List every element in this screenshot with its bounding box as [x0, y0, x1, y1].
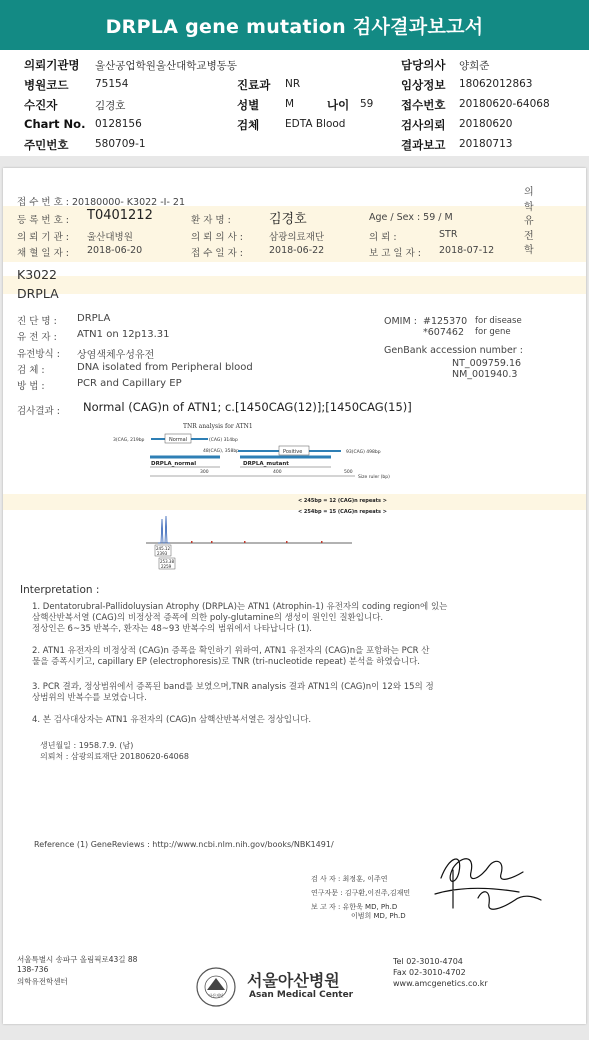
- interp-4: 4. 본 검사대상자는 ATN1 유전자의 (CAG)n 삼핵산반복서열은 정상입니다.: [32, 715, 312, 725]
- requester-value: 삼광의료재단: [269, 232, 325, 243]
- dob-line: 생년월일 : 1958.7.9. (남): [40, 741, 134, 750]
- specimen-label: 검체: [237, 118, 260, 132]
- report-value: 20180713: [459, 138, 513, 150]
- omim-label: OMIM :: [384, 316, 417, 327]
- chart-label: Chart No.: [24, 117, 86, 131]
- accept-label: 접 수 일 자 :: [191, 248, 243, 259]
- footer-zip: 138-736: [17, 965, 49, 974]
- reg-label: 등 록 번 호 :: [17, 215, 69, 226]
- hospital-code-label: 병원코드: [24, 78, 69, 92]
- inherit-value: 상염색체우성유전: [77, 350, 155, 361]
- gene-label: 유 전 자 :: [17, 332, 57, 343]
- rrn-value: 580709-1: [95, 138, 146, 150]
- req-field-value: STR: [439, 229, 458, 240]
- genbank-2: NM_001940.3: [452, 369, 518, 380]
- signature-strokes: [435, 859, 541, 910]
- tick-400: 400: [273, 470, 282, 475]
- age-sex: Age / Sex : 59 / M: [369, 212, 453, 223]
- repeat-1: < 245bp = 12 (CAG)n repeats >: [298, 498, 387, 504]
- drpla-normal-label: DRPLA_normal: [151, 461, 197, 467]
- sex-value: M: [285, 98, 295, 110]
- receipt-value: 20180620-64068: [459, 98, 550, 110]
- req-field-label: 의 뢰 :: [369, 232, 397, 243]
- report-title-banner: [0, 0, 589, 50]
- request-info-header: [0, 50, 589, 156]
- report-title: DRPLA gene mutation 검사결과보고서: [105, 15, 484, 38]
- size-ruler-label: Size ruler (bp): [358, 475, 390, 480]
- interp-3b: 상범위의 반복수를 보였습니다.: [32, 693, 147, 703]
- interp-1b: 삼핵산반복서열 (CAG)의 비정상적 증폭에 의한 poly-glutamine의 생성이 원인인 질환입니다.: [32, 613, 384, 623]
- chart-value: 0128156: [95, 118, 142, 130]
- accept-date: 2018-06-22: [269, 245, 325, 256]
- omim-1-note: for disease: [475, 316, 522, 326]
- doctor-label: 담당의사: [401, 58, 446, 72]
- specimen-value: EDTA Blood: [285, 118, 346, 130]
- footer-center: 의학유전학센터: [17, 977, 68, 986]
- interp-1a: 1. Dentatorubral-Pallidoluysian Atrophy (DRPLA)는 ATN1 (Atrophin-1) 유전자의 coding region에 있는: [32, 602, 448, 612]
- org-value: 울산대병원: [87, 232, 133, 243]
- result-value: Normal (CAG)n of ATN1; c.[1450CAG(12)];[1450CAG(15)]: [83, 400, 412, 414]
- tick-300: 300: [200, 470, 209, 475]
- seal-inner-text: 아산재단: [208, 993, 224, 998]
- scanned-report-page: [3, 168, 586, 1024]
- dept-side-label: 의 학 유 전 학: [524, 187, 534, 256]
- footer-web: www.amcgenetics.co.kr: [393, 979, 488, 988]
- report-label: 결과보고: [401, 138, 446, 152]
- researcher-line: 연구자문 : 김구환,이진주,김재민: [311, 889, 411, 897]
- omim-1: #125370: [423, 316, 468, 327]
- request-label: 검사의뢰: [401, 118, 446, 132]
- interpretation-title: Interpretation :: [20, 584, 100, 596]
- report-date-label: 보 고 일 자 :: [369, 248, 421, 259]
- age-label: 나이: [327, 98, 350, 112]
- report-date: 2018-07-12: [439, 245, 495, 256]
- peak-2-size: 253.38: [160, 559, 174, 564]
- interp-2a: 2. ATN1 유전자의 비정상적 (CAG)n 증폭을 확인하기 위하여, ATN1 유전자의 (CAG)n을 포함하는 PCR 산: [32, 646, 430, 656]
- tester-line: 검 사 자 : 최정훈, 이주연: [311, 875, 388, 883]
- tnr-label-3: (CAG) 314bp: [209, 438, 238, 443]
- highlight-band-code: [3, 276, 586, 294]
- reference-line: Reference (1) GeneReviews : http://www.ncbi.nlm.nih.gov/books/NBK1491/: [34, 840, 334, 849]
- hospital-name-kr: 서울아산병원: [247, 971, 340, 990]
- electropherogram-trace: [146, 513, 356, 578]
- footer-fax: Fax 02-3010-4702: [393, 968, 466, 977]
- footer-tel: Tel 02-3010-4704: [393, 957, 463, 966]
- reporter-line: 보 고 자 : 유한욱 MD, Ph.D: [311, 903, 398, 911]
- requester-label: 의 뢰 의 사 :: [191, 232, 243, 243]
- tick-500: 500: [344, 470, 353, 475]
- collect-date: 2018-06-20: [87, 245, 143, 256]
- requester-line: 의뢰처 : 삼광의료재단 20180620-64068: [40, 752, 189, 761]
- receipt-label: 접수번호: [401, 98, 446, 112]
- receipt-line: 접 수 번 호 : 20180000- K3022 -I- 21: [17, 197, 186, 208]
- interp-2b: 물을 증폭시키고, capillary EP (electrophoresis)로 TNR (tri-nucleotide repeat) 분석을 하였습니다.: [32, 657, 421, 667]
- tnr-label-2: 48(CAG), 358bp: [203, 449, 240, 454]
- institution-value: 울산공업학원울산대학교병동동: [95, 60, 238, 72]
- hospital-name-en: Asan Medical Center: [249, 990, 354, 1000]
- gene-value: ATN1 on 12p13.31: [77, 329, 170, 340]
- peak-1-size: 245.12: [156, 546, 170, 551]
- request-value: 20180620: [459, 118, 513, 130]
- test-name: DRPLA: [17, 286, 59, 301]
- genbank-1: NT_009759.16: [452, 358, 522, 369]
- repeat-2: < 254bp = 15 (CAG)n repeats >: [298, 509, 387, 515]
- footer-address: 서울특별시 송파구 올림픽로43길 88: [17, 955, 138, 964]
- inherit-label: 유전방식 :: [17, 349, 60, 360]
- peak-2-height: 2259: [161, 564, 172, 569]
- positive-label: Positive: [283, 449, 303, 455]
- patient-label: 수진자: [24, 98, 58, 112]
- asan-foundation-seal-icon: [195, 966, 237, 1008]
- rrn-label: 주민번호: [24, 138, 69, 152]
- doctor-value: 양희준: [459, 60, 490, 72]
- tnr-label-4: 93(CAG) 498bp: [346, 450, 381, 455]
- dept-label: 진료과: [237, 78, 271, 92]
- interp-1c: 정상인은 6~35 반복수, 환자는 48~93 반복수의 범위에서 나타납니다 (1).: [32, 624, 313, 634]
- dx-label: 진 단 명 :: [17, 316, 57, 327]
- clinical-value: 18062012863: [459, 78, 533, 90]
- reporter-line-2: 이범희 MD, Ph.D: [351, 912, 406, 920]
- specimen-label-2: 검 체 :: [17, 365, 45, 376]
- normal-label: Normal: [169, 437, 188, 443]
- tnr-label-1: 3(CAG, 219bp: [113, 438, 145, 443]
- method-label: 방 법 :: [17, 381, 45, 392]
- patient-value: 김경호: [95, 100, 126, 112]
- method-value: PCR and Capillary EP: [77, 378, 182, 389]
- report-patient-label: 환 자 명 :: [191, 215, 231, 226]
- dept-value: NR: [285, 78, 301, 90]
- drpla-mutant-label: DRPLA_mutant: [243, 461, 289, 467]
- omim-2: *607462: [423, 327, 465, 338]
- dx-value: DRPLA: [77, 313, 111, 324]
- age-value: 59: [360, 98, 374, 110]
- genbank-label: GenBank accession number :: [384, 345, 523, 356]
- collect-label: 채 혈 일 자 :: [17, 248, 69, 259]
- sex-label: 성별: [237, 98, 260, 112]
- peak-trace: [158, 516, 170, 543]
- result-label: 검사결과 :: [17, 406, 60, 417]
- interp-3a: 3. PCR 결과, 정상범위에서 증폭된 band를 보였으며,TNR analysis 결과 ATN1의 (CAG)n이 12와 15의 정: [32, 682, 434, 692]
- hospital-code-value: 75154: [95, 78, 129, 90]
- tnr-analysis-diagram: [103, 418, 403, 521]
- institution-label: 의뢰기관명: [24, 58, 80, 72]
- clinical-label: 임상정보: [401, 78, 446, 92]
- specimen-value-2: DNA isolated from Peripheral blood: [77, 362, 253, 373]
- tnr-title: TNR analysis for ATN1: [183, 423, 253, 430]
- omim-2-note: for gene: [475, 327, 511, 337]
- test-code: K3022: [17, 267, 58, 282]
- reg-value: T0401212: [87, 208, 153, 223]
- handwritten-signature: [423, 848, 553, 918]
- org-label: 의 뢰 기 관 :: [17, 232, 69, 243]
- peak-1-height: 2393: [157, 551, 168, 556]
- report-patient-value: 김경호: [269, 212, 307, 227]
